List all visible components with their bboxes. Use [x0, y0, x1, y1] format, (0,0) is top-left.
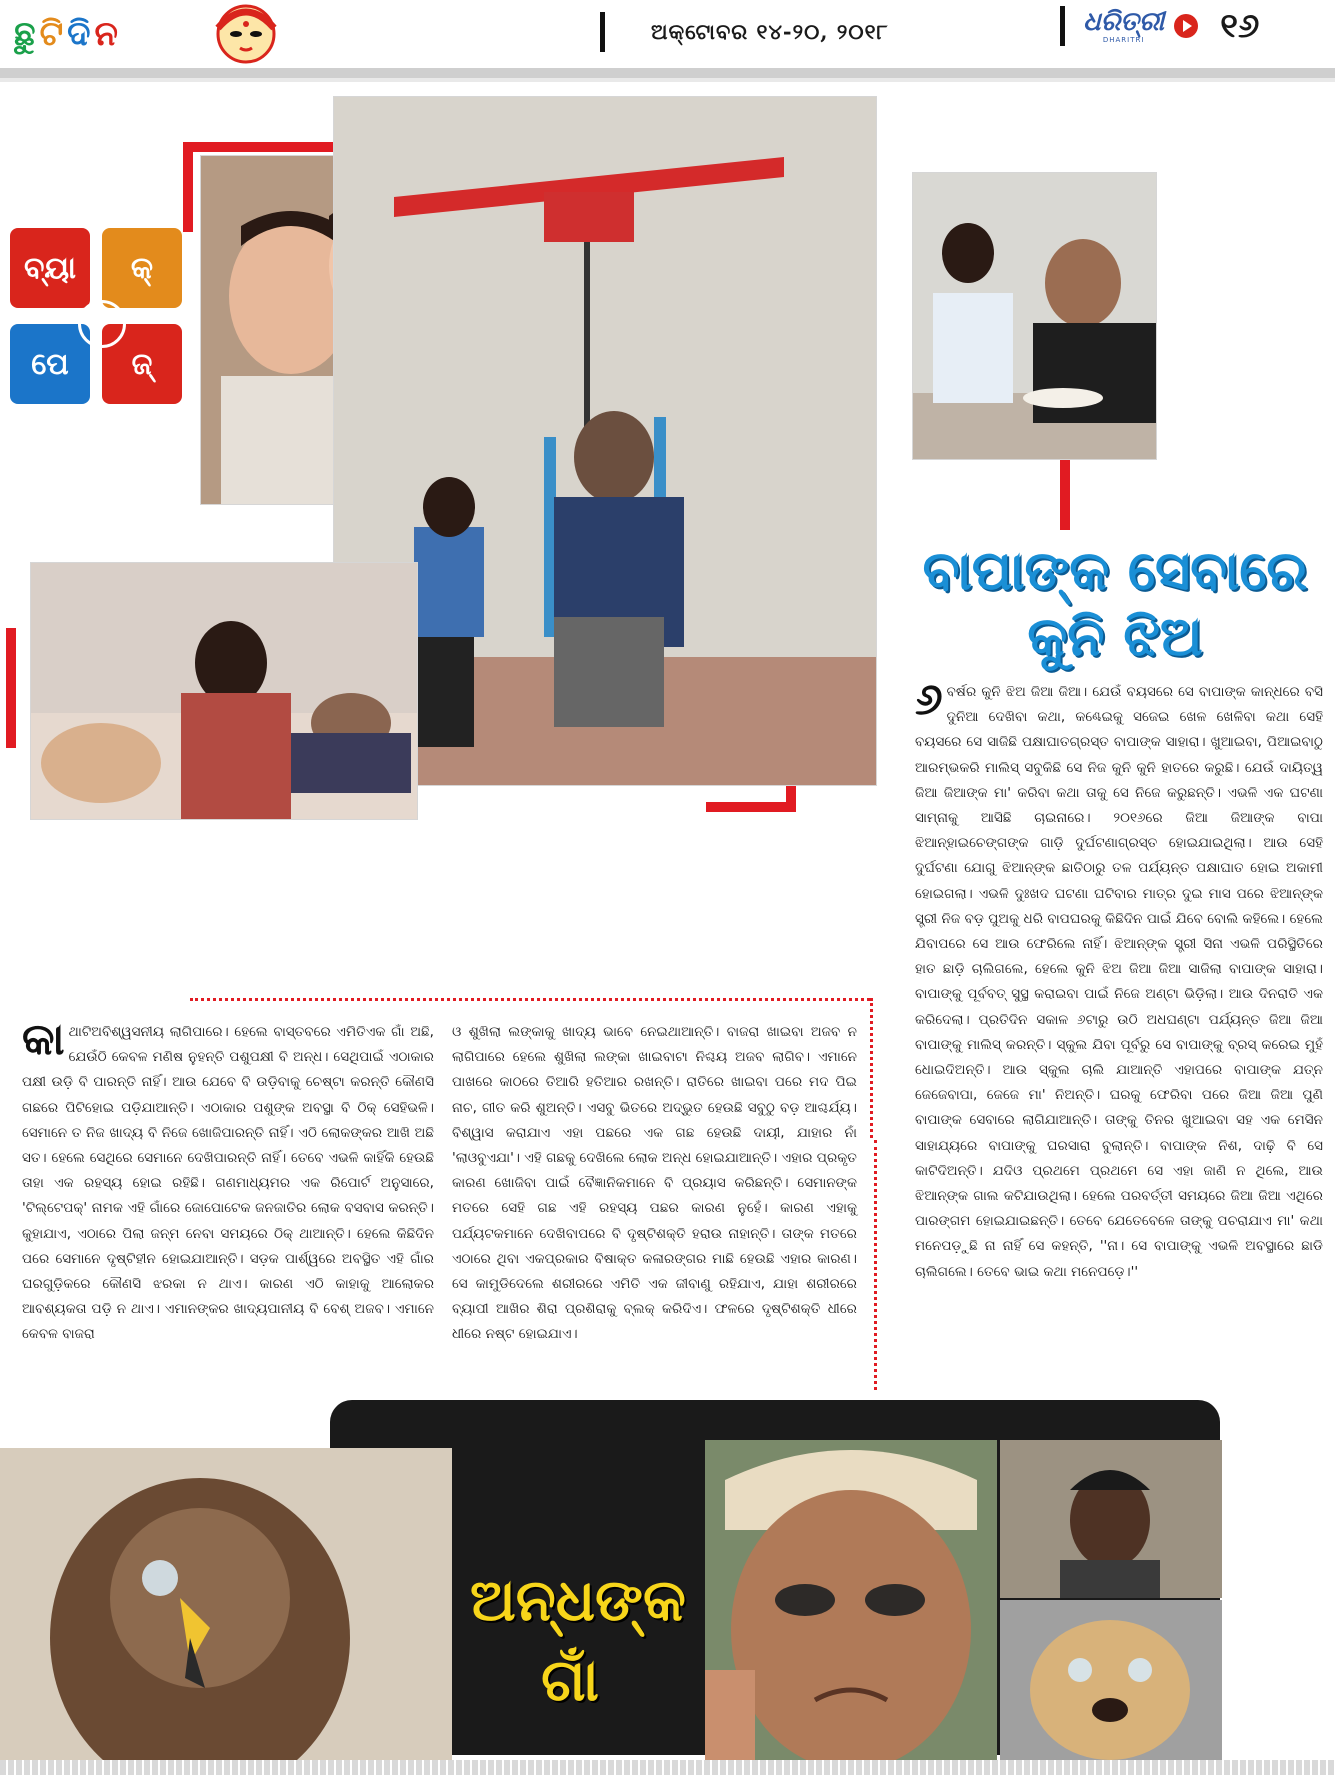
headline-line: ବାପାଙ୍କ ସେବାରେ — [922, 539, 1308, 602]
section-badge — [10, 228, 186, 418]
feeding-image — [913, 173, 1157, 460]
blind-dog-photo — [1000, 1600, 1222, 1760]
dotted-rule — [874, 1140, 877, 1390]
frame-bar — [183, 142, 193, 232]
village-man-photo — [1000, 1440, 1222, 1598]
banner-title-line: ଗାଁ — [541, 1646, 599, 1714]
blind-man-image — [705, 1440, 997, 1760]
header-rule — [0, 68, 1335, 78]
blind-man-photo — [705, 1440, 997, 1760]
story1-text: ବର୍ଷର କୁନି ଝିଅ ଜିଆ ଜିଆ। ଯେଉଁ ବୟସରେ ସେ ବାପାଙ୍କ କାନ୍ଧରେ ବସି ଦୁନିଆ ଦେଖିବା କଥା, କଣ୍ଢେଇକୁ ସଜେଇ ଖେଳ ଖେଳିବା କଥା ସେହି ବୟସରେ ସେ ସାଜିଛି ପକ୍ଷାଘାତଗ୍ରସ୍ତ ବାପାଙ୍କ ସାହାରା। ଖୁଆଇବା, ପିଆଇବାଠୁ ଆରମ୍ଭକରି ମାଲିସ୍ ସବୁକିଛି ସେ ନିଜ କୁନି କୁନି ହାତରେ କରୁଛି। ଯେଉଁ ଦାୟିତ୍ୱ ଜିଆ ଜିଆଙ୍କ ମା' କରିବା କଥା ତାକୁ ସେ ନିଜେ କରୁଛନ୍ତି। ଏଭଳି ଏକ ଘଟଣା ସାମ୍ନାକୁ ଆସିଛି ଚାଇନାରେ। ୨୦୧୬ରେ ଜିଆ ଜିଆଙ୍କ ବାପା ଝିଆନ୍‌ହାଇଚେଙ୍ଗଙ୍କ ଗାଡ଼ି ଦୁର୍ଘଟଣାଗ୍ରସ୍ତ ହୋଇଯାଇଥିଲା। ଆଉ ସେହି ଦୁର୍ଘଟଣା ଯୋଗୁ ଝିଆନ୍‌ଙ୍କ ଛାତିଠାରୁ ତଳ ପର୍ଯ୍ୟନ୍ତ ପକ୍ଷାଘାତ ହୋଇ ଅକାମୀ ହୋଇଗଲା। ଏଭଳି ଦୁଃଖଦ ଘଟଣା ଘଟିବାର ମାତ୍ର ଦୁଇ ମାସ ପରେ ଝିଆନ୍‌ଙ୍କ ସ୍ତ୍ରୀ ନିଜ ବଡ଼ ପୁଅକୁ ଧରି ବାପଘରକୁ କିଛିଦିନ ପାଇଁ ଯିବେ ବୋଲି କହିଲେ। ହେଲେ ଯିବାପରେ ସେ ଆଉ ଫେରିଲେ ନାହିଁ। ଝିଆନ୍‌ଙ୍କ ସ୍ତ୍ରୀ ସିନା ଏଭଳି ପରିସ୍ଥିତିରେ ହାତ ଛାଡ଼ି ଚାଲିଗଲେ, ହେଲେ କୁନି ଝିଅ ଜିଆ ଜିଆ ସାଜିଲା ବାପାଙ୍କ ସାହାରା। ବାପାଙ୍କୁ ପୂର୍ବବତ୍ ସୁସ୍ଥ କରାଇବା ପାଇଁ ନିଜେ ଅଣ୍ଟା ଭିଡ଼ିଲା। ଆଉ ଦିନରାତି ଏକ କରିଦେଲା। ପ୍ରତିଦିନ ସକାଳ ୬ଟାରୁ ଉଠି ଅଧଘଣ୍ଟା ପର୍ଯ୍ୟନ୍ତ ଜିଆ ଜିଆ ବାପାଙ୍କୁ ମାଲିସ୍ କରନ୍ତି। ସ୍କୁଲ ଯିବା ପୂର୍ବରୁ ସେ ବାପାଙ୍କୁ ବ୍ରସ୍ କରେଇ ମୁହଁ ଧୋଇଦିଅନ୍ତି। ଆଉ ସ୍କୁଲ ଚାଲି ଯାଆନ୍ତି ଏହାପରେ ବାପାଙ୍କ ଯତ୍ନ ଜେଜେବାପା, ଜେଜେ ମା' ନିଅନ୍ତି। ଘରକୁ ଫେରିବା ପରେ ଜିଆ ଜିଆ ପୁଣି ବାପାଙ୍କ ସେବାରେ ଲାଗିଯାଆନ୍ତି। ତାଙ୍କୁ ତିନର ଖୁଆଇବା ସହ ଏକ ମେସିନ ସାହାଯ୍ୟରେ ବାପାଙ୍କୁ ଘରସାରା ବୁଲାନ୍ତି। ବାପାଙ୍କ ନିଶ, ଦାଢ଼ି ବି ସେ କାଟିଦିଅନ୍ତି। ଯଦିଓ ପ୍ରଥମେ ପ୍ରଥମେ ସେ ଏହା ଜାଣି ନ ଥିଲେ, ଆଉ ଝିଆନ୍‌ଙ୍କ ଗାଲ କଟିଯାଉଥିଲା। ହେଲେ ପରବର୍ତ୍ତୀ ସମୟରେ ଜିଆ ଜିଆ ଏଥିରେ ପାରଙ୍ଗମ ହୋଇଯାଇଛନ୍ତି। ତେବେ ଯେତେବେଳେ ତାଙ୍କୁ ପଚରାଯାଏ ମା' କଥା ମନେପଡ଼ୁଛି ନା ନାହିଁ ସେ କହନ୍ତି, ''ନା। ସେ ବାପାଙ୍କୁ ଏଭଳି ଅବସ୍ଥାରେ ଛାଡି ଚାଲିଗଲେ। ତେବେ ଭାଇ କଥା ମନେପଡ଼େ।'' — [915, 684, 1323, 1280]
story2-column-1 — [22, 1014, 434, 1348]
story2-column-2 — [452, 1020, 857, 1348]
dropcap: ୬ — [915, 674, 943, 725]
brand-name: ଧରିତ୍ରୀ — [1083, 7, 1165, 37]
durga-face-icon — [212, 0, 280, 66]
brand-logo — [1083, 8, 1164, 44]
story1-headline — [900, 538, 1330, 670]
dotted-rule — [870, 998, 873, 1138]
section-letter: ଟି — [39, 14, 64, 54]
brand — [1060, 6, 1259, 46]
date-text: ଅକ୍ଟୋବର ୧୪-୨୦, ୨୦୧୮ — [651, 19, 889, 44]
hawk-image — [0, 1448, 452, 1760]
divider — [600, 12, 605, 52]
frame-bar — [706, 802, 796, 812]
brand-sub: DHARITRI — [1102, 36, 1145, 44]
dotted-rule — [190, 998, 870, 1001]
badge-tile: ବ୍ୟା — [10, 228, 90, 308]
story1-body — [915, 674, 1323, 1285]
section-letter: ନ — [94, 14, 118, 54]
badge-tile: ଜ୍ — [102, 324, 182, 404]
village-man-image — [1000, 1440, 1222, 1598]
daughter-feeding-father-photo — [912, 172, 1157, 460]
page-number: ୧୬ — [1220, 6, 1260, 46]
badge-ring — [78, 300, 126, 348]
story2-text: ଓ ଶୁଖିଲା ଲଙ୍କାକୁ ଖାଦ୍ୟ ଭାବେ ନେଇଥାଆନ୍ତି। ବାଜରା ଖାଇବା ଅଜବ ନ ଲାଗିପାରେ ହେଲେ ଶୁଖିଲା ଲଙ୍କା ଖାଇବାଟା ନିଶ୍ଚୟ ଅଜବ ଲାଗିବ। ଏମାନେ ପାଖରେ କାଠରେ ତିଆରି ହତିଆର ରଖନ୍ତି। ରାତିରେ ଖାଇବା ପରେ ମଦ ପିଇ ନାଚ, ଗୀତ କରି ଶୁଅନ୍ତି। ଏସବୁ ଭିତରେ ଅଦ୍ଭୁତ ହେଉଛି ସବୁଠୁ ବଡ଼ ଆଶ୍ଚର୍ଯ୍ୟ। ବିଶ୍ୱାସ କରାଯାଏ ଏହା ପଛରେ ଏକ ଗଛ ହେଉଛି ଦାୟୀ, ଯାହାର ନାଁ 'ଲାଓବୁଏଯା'। ଏହି ଗଛକୁ ଦେଖିଲେ ଲୋକ ଅନ୍ଧ ହୋଇଯାଆନ୍ତି। ଏହାର ପ୍ରକୃତ କାରଣ ଖୋଜିବା ପାଇଁ ବୈଜ୍ଞାନିକମାନେ ବି ପ୍ରୟାସ କରିଛନ୍ତି। ସେମାନଙ୍କ ମତରେ ସେହି ଗଛ ଏହି ରହସ୍ୟ ପଛର କାରଣ ନୁହେଁ। କାରଣ ଏହାକୁ ପର୍ଯ୍ୟଟକମାନେ ଦେଖିବାପରେ ବି ଦୃଷ୍ଟିଶକ୍ତି ହରାଉ ନାହାନ୍ତି। ତାଙ୍କ ମତରେ ଏଠାରେ ଥିବା ଏକପ୍ରକାର ବିଷାକ୍ତ କଳାରଙ୍ଗର ମାଛି ହେଉଛି ଏହାର କାରଣ। ସେ କାମୁଡିଦେଲେ ଶରୀରରେ ଏମିତି ଏକ ଜୀବାଣୁ ରହିଯାଏ, ଯାହା ଶରୀରରେ ବ୍ୟାପୀ ଆଖିର ଶିରା ପ୍ରଶିରାକୁ ବ୍ଲକ୍ କରିଦିଏ। ଫଳରେ ଦୃଷ୍ଟିଶକ୍ତି ଧୀରେ ଧୀରେ ନଷ୍ଟ ହୋଇଯାଏ। — [452, 1024, 857, 1343]
section-title — [12, 6, 120, 62]
play-icon — [1174, 14, 1198, 38]
massage-image — [31, 563, 418, 820]
banner-title — [470, 1560, 686, 1720]
story2-text: ଥାଟିଅବିଶ୍ୱସନୀୟ ଲାଗିପାରେ। ହେଲେ ବାସ୍ତବରେ ଏମିତିଏକ ଗାଁ ଅଛି, ଯେଉଁଠି କେବଳ ମଣିଷ ନୁହନ୍ତି ପଶୁପକ୍ଷୀ ବି ଅନ୍ଧ। ସେଥିପାଇଁ ଏଠାକାର ପକ୍ଷୀ ଉଡ଼ି ବି ପାରନ୍ତି ନାହିଁ। ଆଉ ଯେବେ ବି ଉଡ଼ିବାକୁ ଚେଷ୍ଟା କରନ୍ତି କୌଣସି ଗଛରେ ପିଟିହୋଇ ପଡ଼ିଯାଆନ୍ତି। ଏଠାକାର ପଶୁଙ୍କ ଅବସ୍ଥା ବି ଠିକ୍ ସେହିଭଳି। ସେମାନେ ତ ନିଜ ଖାଦ୍ୟ ବି ନିଜେ ଖୋଜିପାରନ୍ତି ନାହିଁ। ଏଠି ଲୋକଙ୍କର ଆଖି ଅଛି ସତ। ହେଲେ ସେଥିରେ ସେମାନେ ଦେଖିପାରନ୍ତି ନାହିଁ। ତେବେ ଏଭଳି କାହିଁକି ହେଉଛି ତାହା ଏକ ରହସ୍ୟ ହୋଇ ରହିଛି। ଗଣମାଧ୍ୟମର ଏକ ରିପୋର୍ଟ ଅନୁସାରେ, 'ଟିଲ୍‌ଟେପକ୍' ନାମକ ଏହି ଗାଁରେ ଜୋପୋଟେକ ଜନଜାତିର ଲୋକ ବସବାସ କରନ୍ତି। କୁହାଯାଏ, ଏଠାରେ ପିଲା ଜନ୍ମ ନେବା ସମୟରେ ଠିକ୍ ଥାଆନ୍ତି। ହେଲେ କିଛିଦିନ ପରେ ସେମାନେ ଦୃଷ୍ଟିହୀନ ହୋଇଯାଆନ୍ତି। ସଡ଼କ ପାର୍ଶ୍ୱରେ ଅବସ୍ଥିତ ଏହି ଗାଁର ଘରଗୁଡ଼ିକରେ କୌଣସି ଝରକା ନ ଥାଏ। କାରଣ ଏଠି କାହାକୁ ଆଲୋକର ଆବଶ୍ୟକତା ପଡ଼ି ନ ଥାଏ। ଏମାନଙ୍କର ଖାଦ୍ୟପାନୀୟ ବି ବେଶ୍ ଅଜବ। ଏମାନେ କେବଳ ବାଜରା — [22, 1024, 434, 1343]
badge-tile: ପେ — [10, 324, 90, 404]
headline-line: କୁନି ଝିଅ — [1027, 605, 1203, 668]
issue-date — [600, 10, 888, 54]
divider — [1060, 6, 1065, 46]
section-letter: ଦି — [67, 14, 91, 54]
blind-hawk-photo — [0, 1448, 452, 1760]
badge-tile: କ୍ — [102, 228, 182, 308]
section-letter: ଛୁ — [14, 14, 36, 54]
banner-title-line: ଅନ୍ଧଙ୍କ — [470, 1566, 686, 1634]
frame-bar — [6, 628, 16, 748]
masthead — [0, 0, 1335, 70]
footer-rule — [0, 1760, 1335, 1775]
daughter-massaging-father-photo — [30, 562, 418, 820]
dropcap: କା — [22, 1014, 65, 1065]
blind-dog-image — [1000, 1600, 1222, 1760]
